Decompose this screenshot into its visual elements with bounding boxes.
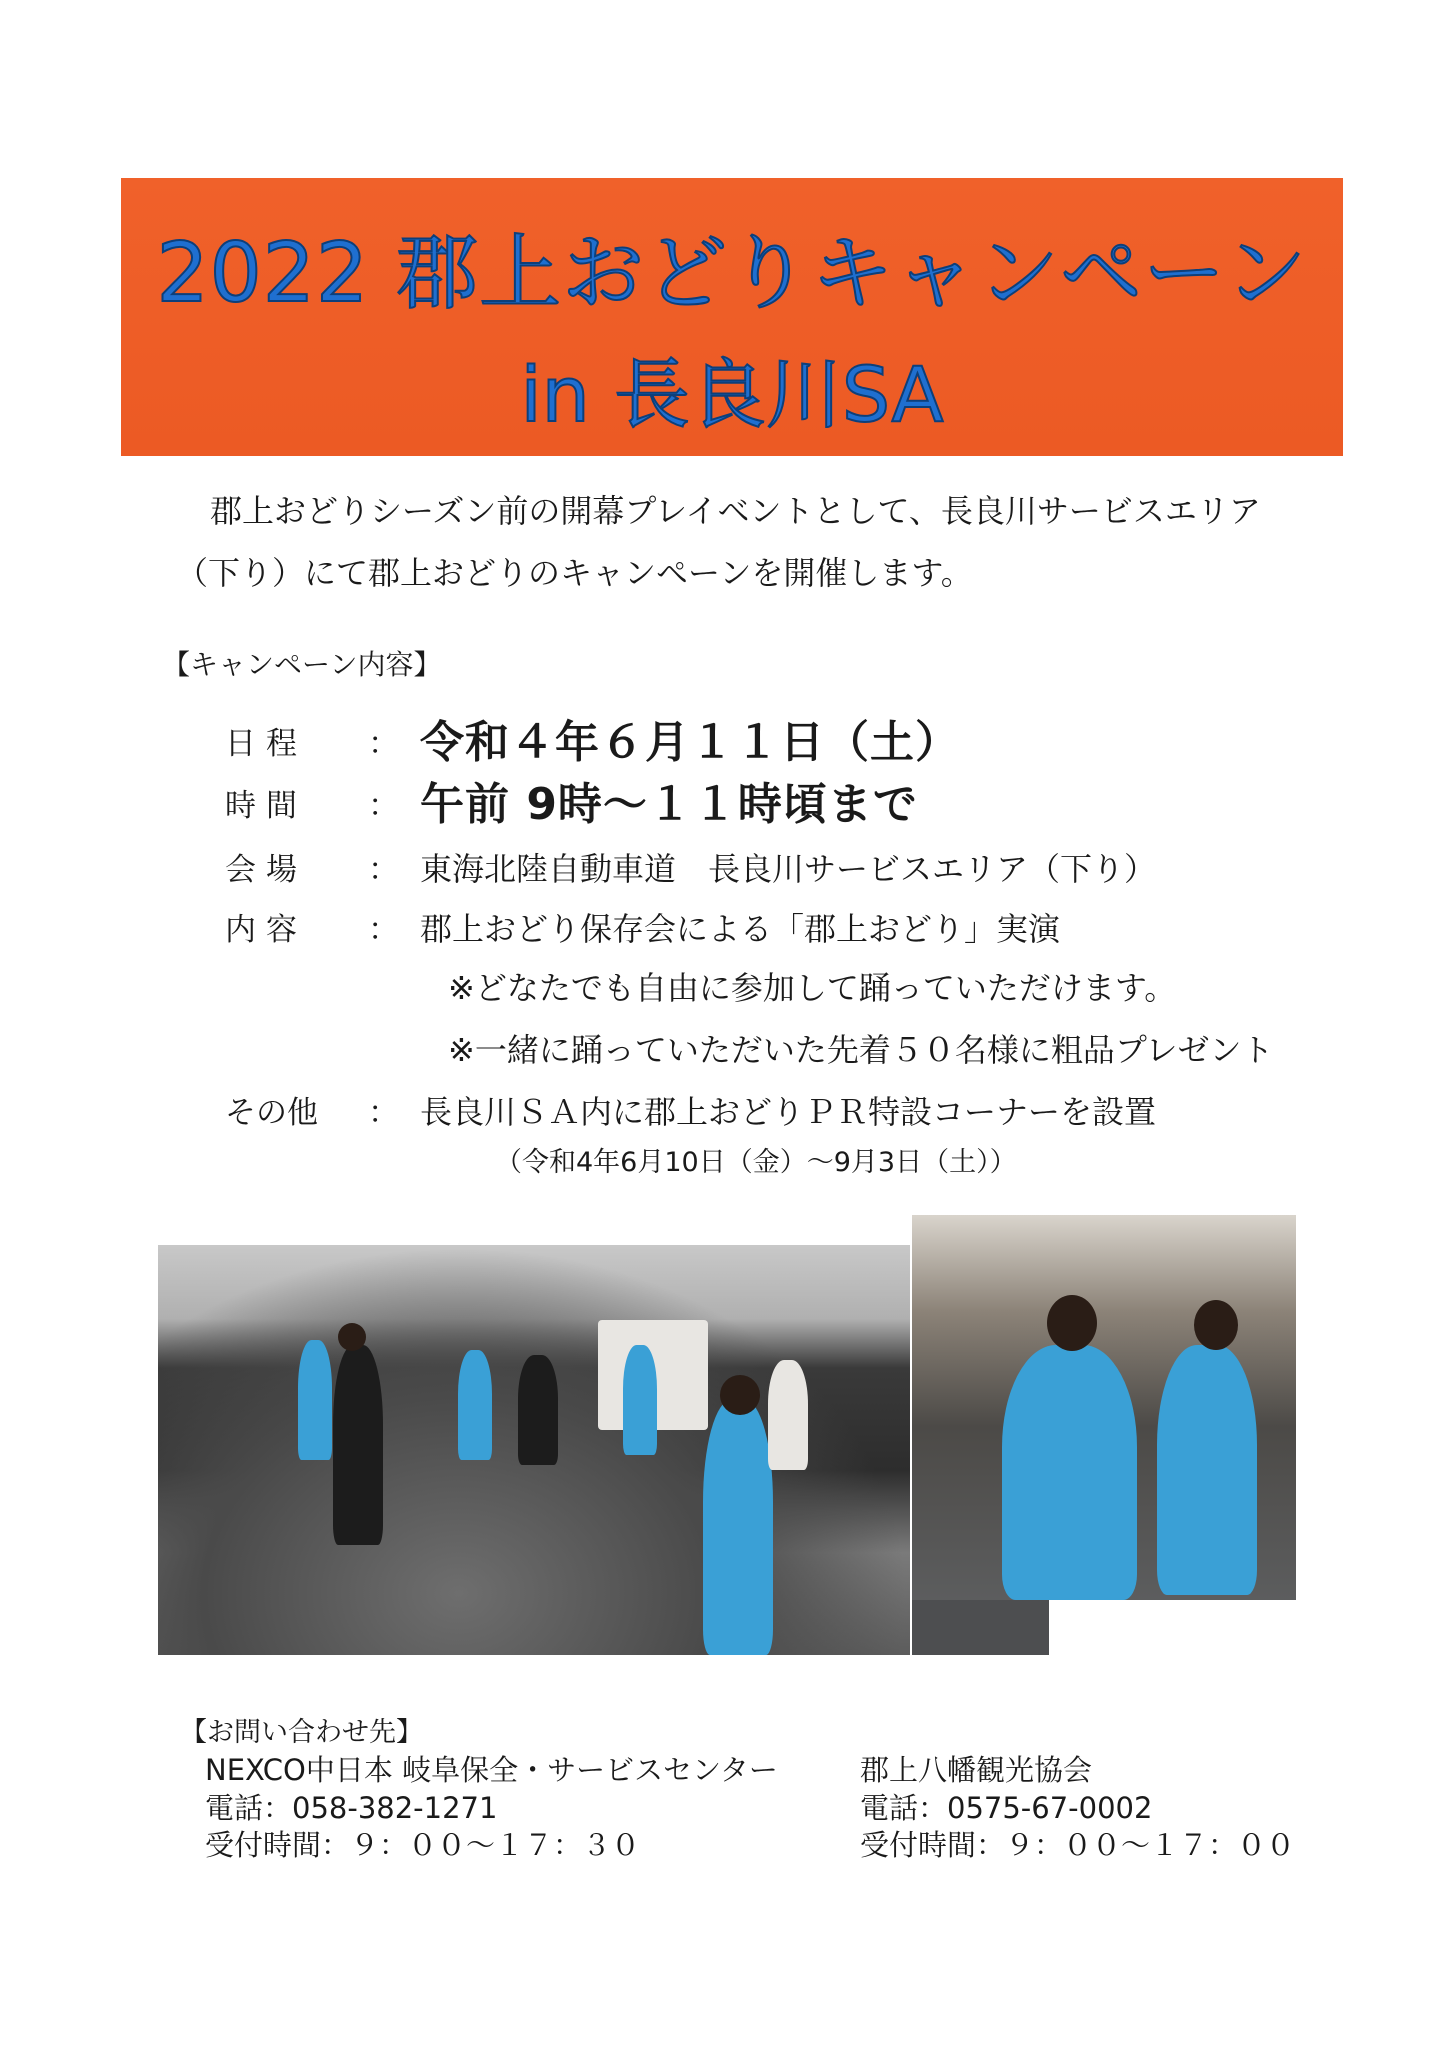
- contact-label: 【お問い合わせ先】: [180, 1717, 423, 1748]
- title-banner: [121, 178, 1343, 456]
- contact-left-org: NEXCO中日本 岐阜保全・サービスセンター: [205, 1753, 778, 1787]
- venue-label: 会場: [225, 852, 307, 888]
- content-value: 郡上おどり保存会による「郡上おどり」実演: [420, 910, 1061, 948]
- dance-photo-right: [912, 1215, 1296, 1600]
- date-value: 令和４年６月１１日（土）: [420, 717, 960, 768]
- contact-right-hours: 受付時間：９：００～１７：００: [860, 1828, 1296, 1862]
- other-colon: ：: [368, 1095, 399, 1131]
- dance-photo-right-tail: [912, 1600, 1049, 1655]
- contact-right-org: 郡上八幡観光協会: [860, 1753, 1093, 1787]
- venue-colon: ：: [368, 852, 399, 888]
- content-colon: ：: [368, 912, 399, 948]
- time-value: 午前 9時～１１時頃まで: [420, 779, 918, 830]
- intro-line-2: （下り）にて郡上おどりのキャンペーンを開催します。: [176, 554, 973, 592]
- date-colon: ：: [368, 726, 399, 762]
- intro-line-1: 郡上おどりシーズン前の開幕プレイベントとして、長良川サービスエリア: [210, 492, 1261, 530]
- note-gift: ※一緒に踊っていただいた先着５０名様に粗品プレゼント: [448, 1031, 1274, 1069]
- time-colon: ：: [368, 788, 399, 824]
- other-value: 長良川ＳＡ内に郡上おどりＰＲ特設コーナーを設置: [420, 1093, 1157, 1131]
- note-free-participation: ※どなたでも自由に参加して踊っていただけます。: [448, 969, 1177, 1007]
- dance-photo-left: [158, 1245, 910, 1655]
- venue-value: 東海北陸自動車道 長良川サービスエリア（下り）: [420, 850, 1157, 888]
- page-title: 2022 郡上おどりキャンペーン: [156, 226, 1308, 321]
- other-period: （令和4年6月10日（金）～9月3日（土））: [495, 1147, 1017, 1178]
- content-label: 内容: [225, 912, 307, 948]
- date-label: 日程: [225, 726, 307, 762]
- other-label: その他: [225, 1095, 318, 1131]
- time-label: 時間: [225, 788, 307, 824]
- contact-right-phone: 電話：0575-67-0002: [860, 1791, 1153, 1825]
- page-subtitle: in 長良川SA: [520, 350, 944, 439]
- campaign-section-label: 【キャンペーン内容】: [162, 648, 442, 681]
- intro-paragraph: [176, 480, 1326, 604]
- contact-left-hours: 受付時間：９：００～１７：３０: [205, 1828, 641, 1862]
- contact-left-phone: 電話：058-382-1271: [205, 1791, 498, 1825]
